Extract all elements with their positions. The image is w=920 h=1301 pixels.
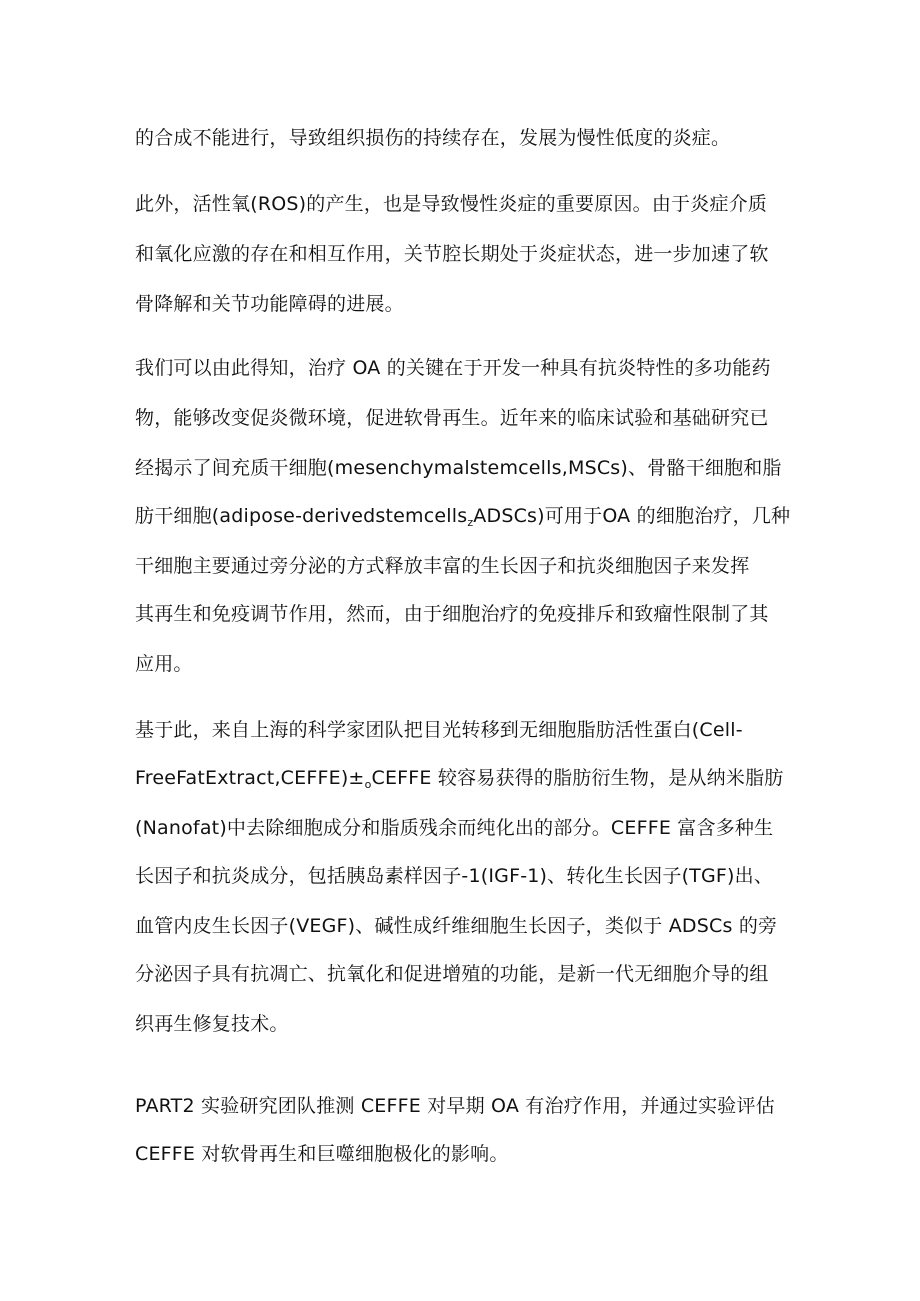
paragraph-3-line-4-part-b: ADSCs)可用于OA 的细胞治疗，几种 — [473, 505, 791, 527]
paragraph-4-line-7: 织再生修复技术。 — [135, 1013, 289, 1035]
paragraph-4-line-3: (Nanofat)中去除细胞成分和脂质残余而纯化出的部分。CEFFE 富含多种生 — [135, 817, 774, 839]
paragraph-4-line-5: 血管内皮生长因子(VEGF)、碱性成纤维细胞生长因子，类似于 ADSCs 的旁 — [135, 915, 778, 937]
subscript-o: o — [364, 778, 372, 791]
paragraph-4-line-2-part-b: CEFFE 较容易获得的脂肪衍生物，是从纳米脂肪 — [371, 767, 784, 789]
paragraph-3-line-4-part-a: 肪干细胞(adipose-derivedstemcells — [135, 505, 468, 527]
paragraph-1-line-1: 的合成不能进行，导致组织损伤的持续存在，发展为慢性低度的炎症。 — [135, 127, 731, 149]
paragraph-3-line-5: 干细胞主要通过旁分泌的方式释放丰富的生长因子和抗炎细胞因子来发挥 — [135, 555, 750, 577]
paragraph-2-line-2: 和氧化应激的存在和相互作用，关节腔长期处于炎症状态，进一步加速了软 — [135, 243, 769, 265]
paragraph-3-line-2: 物，能够改变促炎微环境，促进软骨再生。近年来的临床试验和基础研究已 — [135, 407, 769, 429]
paragraph-5-line-2: CEFFE 对软骨再生和巨噬细胞极化的影响。 — [135, 1143, 509, 1165]
paragraph-5-line-1: PART2 实验研究团队推测 CEFFE 对早期 OA 有治疗作用，并通过实验评估 — [135, 1095, 775, 1117]
paragraph-4-line-2 — [135, 766, 783, 790]
paragraph-2-line-3: 骨降解和关节功能障碍的进展。 — [135, 293, 404, 315]
subscript-z: z — [467, 516, 474, 529]
paragraph-3-line-3: 经揭示了间充质干细胞(mesenchymalstemcells,MSCs)、骨骼干细胞和脂 — [135, 457, 782, 479]
paragraph-3-line-4 — [135, 504, 790, 528]
paragraph-3-line-6: 其再生和免疫调节作用，然而，由于细胞治疗的免疫排斥和致瘤性限制了其 — [135, 603, 769, 625]
paragraph-4-line-1: 基于此，来自上海的科学家团队把目光转移到无细胞脂肪活性蛋白(Cell- — [135, 719, 743, 741]
paragraph-4-line-2-part-a: FreeFatExtract,CEFFE)± — [135, 767, 365, 789]
paragraph-4-line-4: 长因子和抗炎成分，包括胰岛素样因子-1(IGF-1)、转化生长因子(TGF)出、 — [135, 865, 774, 887]
paragraph-2-line-1: 此外，活性氧(ROS)的产生，也是导致慢性炎症的重要原因。由于炎症介质 — [135, 193, 768, 215]
paragraph-3-line-7: 应用。 — [135, 653, 193, 675]
paragraph-4-line-6: 分泌因子具有抗凋亡、抗氧化和促进增殖的功能，是新一代无细胞介导的组 — [135, 963, 769, 985]
paragraph-3-line-1: 我们可以由此得知，治疗 OA 的关键在于开发一种具有抗炎特性的多功能药 — [135, 357, 771, 379]
